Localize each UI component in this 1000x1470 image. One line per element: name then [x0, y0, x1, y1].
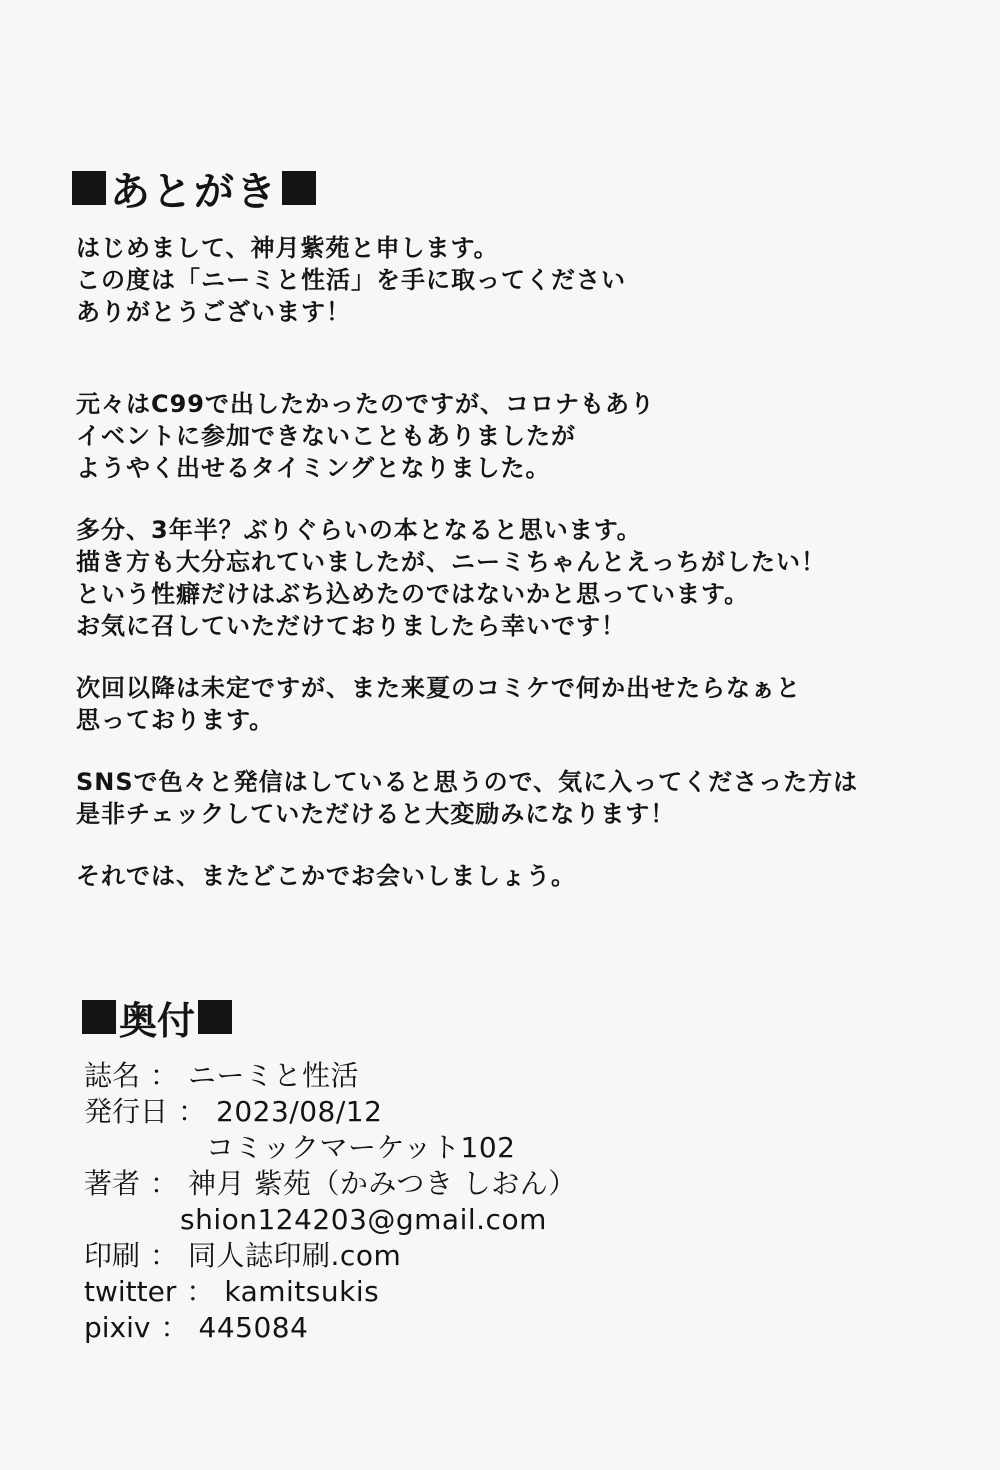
colophon-row-email — [84, 1202, 684, 1238]
title-label: 誌名 — [84, 1059, 141, 1092]
colophon-row-pixiv — [84, 1310, 684, 1346]
afterword-line: 描き方も大分忘れていましたが、ニーミちゃんとえっちがしたい！ — [76, 548, 826, 576]
afterword-paragraph — [76, 514, 956, 642]
date-label: 発行日 — [84, 1095, 169, 1128]
author-label: 著者 — [84, 1167, 141, 1200]
pixiv-label: pixiv — [84, 1311, 151, 1344]
afterword-line: 元々はC99で出したかったのですが、コロナもあり — [76, 390, 656, 418]
afterword-line: ありがとうございます！ — [76, 298, 351, 326]
afterword-paragraph — [76, 672, 956, 736]
afterword-line: 是非チェックしていただけると大変励みになります！ — [76, 800, 676, 828]
afterword-line: この度は「ニーミと性活」を手に取ってください — [76, 266, 626, 294]
twitter-label: twitter — [84, 1275, 177, 1308]
afterword-line: イベントに参加できないこともありましたが — [76, 422, 576, 450]
colophon-row-title — [84, 1058, 684, 1094]
heading-square-right — [198, 1000, 232, 1034]
separator: ： — [150, 1239, 179, 1272]
afterword-line: という性癖だけはぶち込めたのではないかと思っています。 — [76, 580, 750, 608]
printer-label: 印刷 — [84, 1239, 141, 1272]
email-value: shion124203@gmail.com — [180, 1203, 547, 1236]
event-value: コミックマーケット102 — [206, 1131, 516, 1164]
afterword-line: 多分、3年半？ぶりぐらいの本となると思います。 — [76, 516, 642, 544]
afterword-line: 思っております。 — [76, 706, 275, 734]
twitter-value: kamitsukis — [224, 1275, 380, 1308]
afterword-line: はじめまして、神月紫苑と申します。 — [76, 234, 499, 262]
separator: ： — [186, 1275, 215, 1308]
afterword-line: 次回以降は未定ですが、また来夏のコミケで何か出せたらなぁと — [76, 674, 801, 702]
pixiv-value: 445084 — [198, 1311, 309, 1344]
afterword-paragraph — [76, 766, 956, 830]
colophon-list — [84, 1058, 684, 1346]
afterword-line: それでは、またどこかでお会いしましょう。 — [76, 862, 576, 890]
colophon-row-date — [84, 1094, 684, 1130]
afterword-paragraph — [76, 388, 956, 484]
afterword-heading — [72, 158, 316, 218]
colophon-heading — [82, 988, 232, 1046]
colophon-row-author — [84, 1166, 684, 1202]
afterword-line: お気に召していただけておりましたら幸いです！ — [76, 612, 626, 640]
afterword-heading-text: あとがき — [110, 168, 278, 215]
colophon-row-twitter — [84, 1274, 684, 1310]
separator: ： — [160, 1311, 189, 1344]
colophon-heading-text: 奥付 — [119, 998, 196, 1043]
printer-value: 同人誌印刷.com — [188, 1239, 402, 1272]
heading-square-left — [72, 171, 106, 205]
afterword-line: ようやく出せるタイミングとなりました。 — [76, 454, 551, 482]
heading-square-left — [82, 1000, 116, 1034]
afterword-line: SNSで色々と発信はしていると思うので、気に入ってくださった方は — [76, 768, 859, 796]
heading-square-right — [282, 171, 316, 205]
separator: ： — [150, 1167, 179, 1200]
colophon-row-printer — [84, 1238, 684, 1274]
afterword-body — [76, 232, 956, 892]
title-value: ニーミと性活 — [188, 1059, 360, 1092]
separator: ： — [150, 1059, 179, 1092]
afterword-paragraph — [76, 232, 956, 328]
colophon-row-event — [84, 1130, 684, 1166]
author-value: 神月 紫苑（かみつき しおん） — [188, 1167, 577, 1200]
date-value: 2023/08/12 — [216, 1095, 383, 1128]
separator: ： — [178, 1095, 207, 1128]
afterword-paragraph — [76, 860, 956, 892]
